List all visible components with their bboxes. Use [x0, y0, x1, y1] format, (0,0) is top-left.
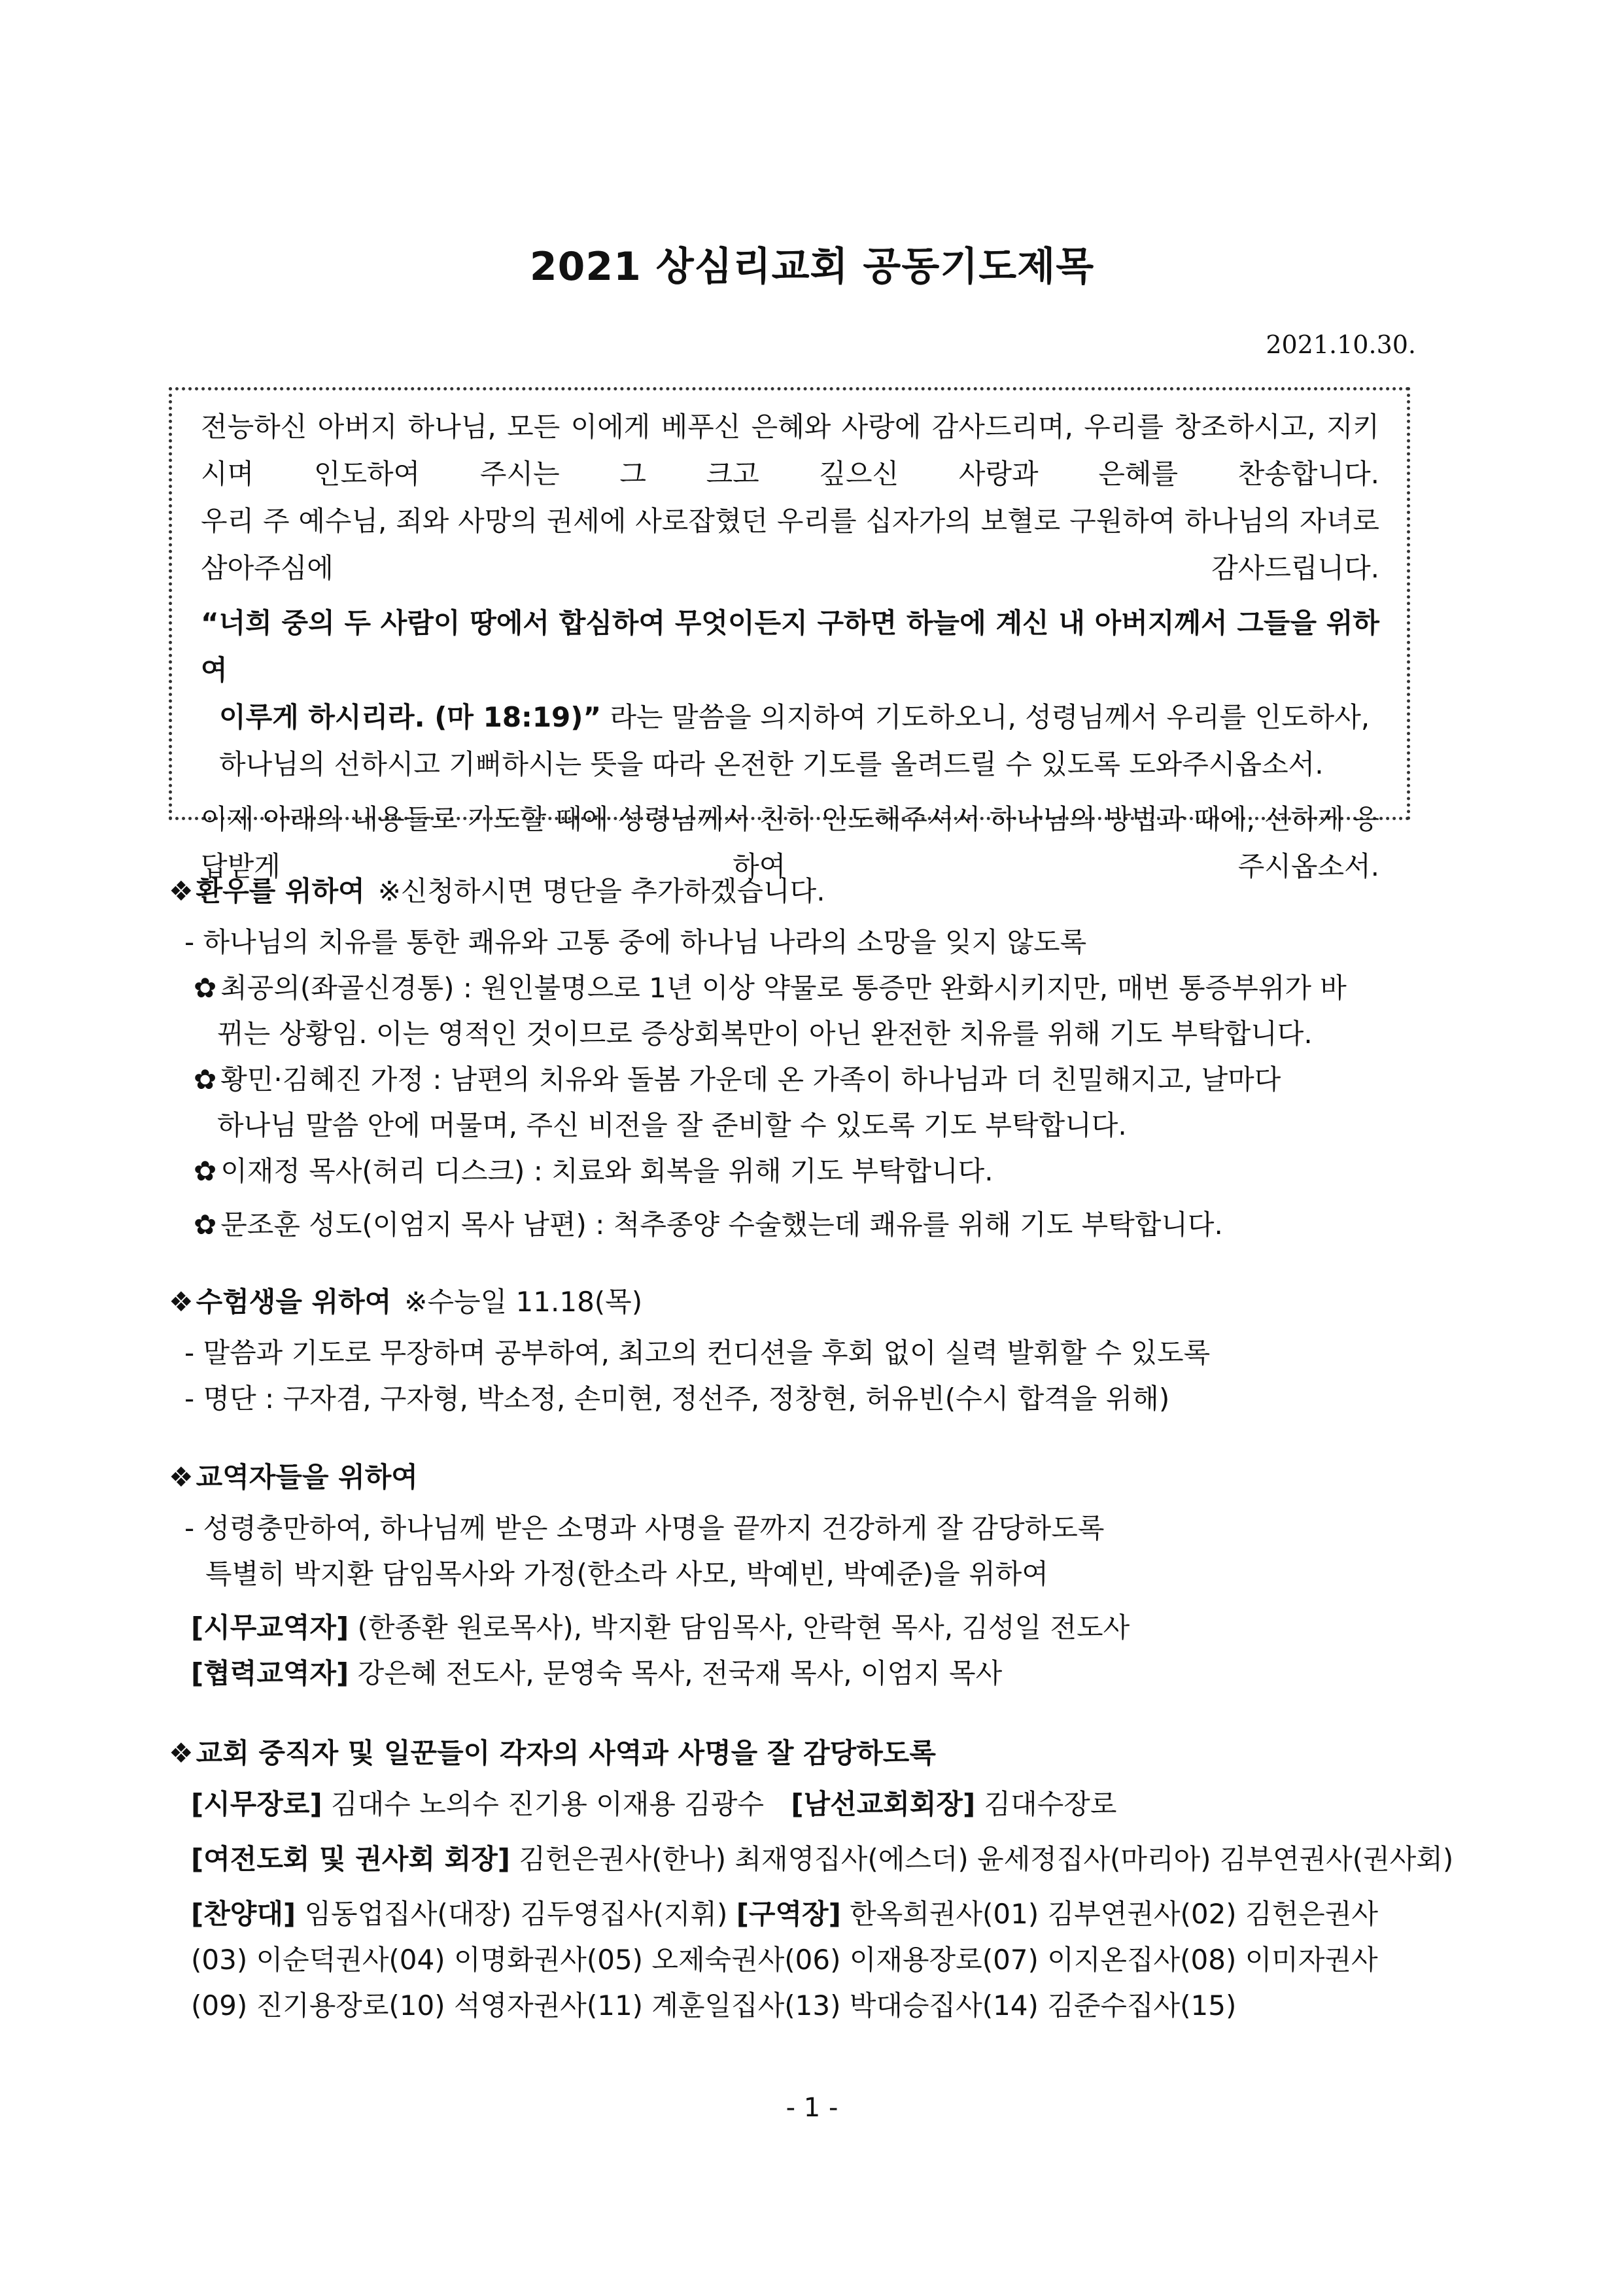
patient-item-text: 최공의(좌골신경통) : 원인불명으로 1년 이상 약물로 통증만 완화시키지만, 매번 통증부위가 바: [220, 972, 1347, 1004]
document-title: 2021 상심리교회 공동기도제목: [529, 244, 1095, 290]
district-label: [구역장]: [736, 1898, 841, 1930]
patient-item-4: [194, 1203, 1223, 1243]
diamond-icon: ❖: [169, 1461, 194, 1493]
section-heading-officers: [169, 1732, 936, 1771]
officers-district-line-3: (09) 진기용장로(10) 석영자권사(11) 계훈일집사(13) 박대승집사(14) 김준수집사(15): [191, 1989, 1237, 2022]
patient-item-1-line-1: [194, 967, 1347, 1006]
officers-women: [191, 1838, 1453, 1877]
ministers-staff: [191, 1606, 1130, 1645]
diamond-icon: ❖: [169, 875, 194, 907]
women-list: 김헌은권사(한나) 최재영집사(에스더) 윤세정집사(마리아) 김부연권사(권사회): [510, 1843, 1454, 1875]
men-list: 김대수장로: [975, 1788, 1117, 1820]
women-label: [여전도회 및 권사회 회장]: [191, 1843, 510, 1875]
officers-choir-district: [191, 1893, 1378, 1932]
document-date: 2021.10.30.: [1266, 330, 1416, 359]
intro-prayer-box: [169, 387, 1410, 882]
officers-district-line-2: (03) 이순덕권사(04) 이명화권사(05) 오제숙권사(06) 이재용장로(07) 이지온집사(08) 이미자권사: [191, 1944, 1378, 1976]
ministers-line-1: - 성령충만하여, 하나님께 받은 소명과 사명을 끝까지 건강하게 잘 감당하도록: [184, 1512, 1105, 1544]
section-note: ※신청하시면 명단을 추가하겠습니다.: [377, 875, 825, 907]
staff-label: [시무교역자]: [191, 1611, 349, 1644]
patient-item-2-line-1: [194, 1058, 1281, 1097]
students-line-1: - 말씀과 기도로 무장하며 공부하여, 최고의 컨디션을 후회 없이 실력 발휘할 수 있도록: [184, 1337, 1211, 1369]
intro-paragraph-1: 전능하신 아버지 하나님, 모든 이에게 베푸신 은혜와 사랑에 감사드리며, 우리를 창조하시고, 지키시며 인도하여 주시는 그 크고 깊으신 사랑과 은혜를 찬송합니다.: [201, 411, 1379, 490]
flower-icon: ✿: [194, 972, 217, 1004]
coop-label: [협력교역자]: [191, 1657, 349, 1689]
students-line-2: - 명단 : 구자겸, 구자형, 박소정, 손미현, 정선주, 정창현, 허유빈(수시 합격을 위해): [184, 1383, 1170, 1415]
patient-item-1-line-2: 뀌는 상황임. 이는 영적인 것이므로 증상회복만이 아닌 완전한 치유를 위해 기도 부탁합니다.: [217, 1018, 1313, 1050]
patient-item-3: [194, 1150, 993, 1189]
section-title: 수험생을 위하여: [196, 1286, 392, 1318]
ministers-coop: [191, 1652, 1002, 1691]
diamond-icon: ❖: [169, 1737, 194, 1769]
choir-list: 임동업집사(대장) 김두영집사(지휘): [296, 1898, 736, 1930]
flower-icon: ✿: [194, 1209, 217, 1241]
officers-elders: [191, 1783, 1116, 1822]
intro-verse-cont: 라는 말씀을 의지하여 기도하오니, 성령님께서 우리를 인도하사,: [601, 701, 1370, 733]
section-heading-patients: [169, 870, 825, 909]
section-heading-students: [169, 1281, 642, 1320]
diamond-icon: ❖: [169, 1286, 194, 1318]
patient-item-text: 황민·김혜진 가정 : 남편의 치유와 돌봄 가운데 온 가족이 하나님과 더 친밀해지고, 날마다: [220, 1063, 1281, 1095]
flower-icon: ✿: [194, 1155, 217, 1187]
patient-item-2-line-2: 하나님 말씀 안에 머물며, 주신 비전을 잘 준비할 수 있도록 기도 부탁합니다.: [217, 1109, 1127, 1141]
section-note: ※수능일 11.18(목): [404, 1286, 643, 1318]
men-label: [남선교회회장]: [791, 1788, 976, 1820]
staff-list: (한종환 원로목사), 박지환 담임목사, 안락현 목사, 김성일 전도사: [349, 1611, 1130, 1644]
elders-list: 김대수 노의수 진기용 이재용 김광수: [322, 1788, 773, 1820]
patient-item-text: 문조훈 성도(이엄지 목사 남편) : 척추종양 수술했는데 쾌유를 위해 기도 부탁합니다.: [220, 1209, 1223, 1241]
page-number: - 1 -: [786, 2093, 838, 2123]
section-title: 교회 중직자 및 일꾼들이 각자의 사역과 사명을 잘 감당하도록: [196, 1737, 936, 1769]
section-title: 교역자들을 위하여: [196, 1461, 418, 1493]
flower-icon: ✿: [194, 1063, 217, 1095]
district-list-1: 한옥희권사(01) 김부연권사(02) 김헌은권사: [840, 1898, 1378, 1930]
section-heading-ministers: [169, 1456, 418, 1495]
section-title: 환우를 위하여: [196, 875, 365, 907]
coop-list: 강은혜 전도사, 문영숙 목사, 전국재 목사, 이엄지 목사: [349, 1657, 1003, 1689]
intro-verse-line-2: [201, 694, 1379, 741]
elders-label: [시무장로]: [191, 1788, 322, 1820]
ministers-line-2: 특별히 박지환 담임목사와 가정(한소라 사모, 박예빈, 박예준)을 위하여: [205, 1558, 1048, 1590]
patient-item-text: 이재정 목사(허리 디스크) : 치료와 회복을 위해 기도 부탁합니다.: [220, 1155, 993, 1187]
choir-label: [찬양대]: [191, 1898, 296, 1930]
intro-paragraph-2: 우리 주 예수님, 죄와 사망의 권세에 사로잡혔던 우리를 십자가의 보혈로 구원하여 하나님의 자녀로 삼아주심에 감사드립니다.: [201, 505, 1379, 584]
intro-verse-line-3: 하나님의 선하시고 기뻐하시는 뜻을 따라 온전한 기도를 올려드릴 수 있도록 도와주시옵소서.: [219, 748, 1324, 780]
intro-verse-line-1: “너희 중의 두 사람이 땅에서 합심하여 무엇이든지 구하면 하늘에 계신 내 아버지께서 그들을 위하여: [201, 607, 1379, 686]
intro-verse-ref: 이루게 하시리라. (마 18:19)”: [219, 701, 602, 733]
patients-intro: - 하나님의 치유를 통한 쾌유와 고통 중에 하나님 나라의 소망을 잊지 않도록: [184, 926, 1087, 958]
intro-paragraph-4: 이제 아래의 내용들로 기도할 때에 성령님께서 친히 인도해주셔서 하나님의 방법과 때에, 선하게 응답받게 하여 주시옵소서.: [201, 803, 1379, 882]
